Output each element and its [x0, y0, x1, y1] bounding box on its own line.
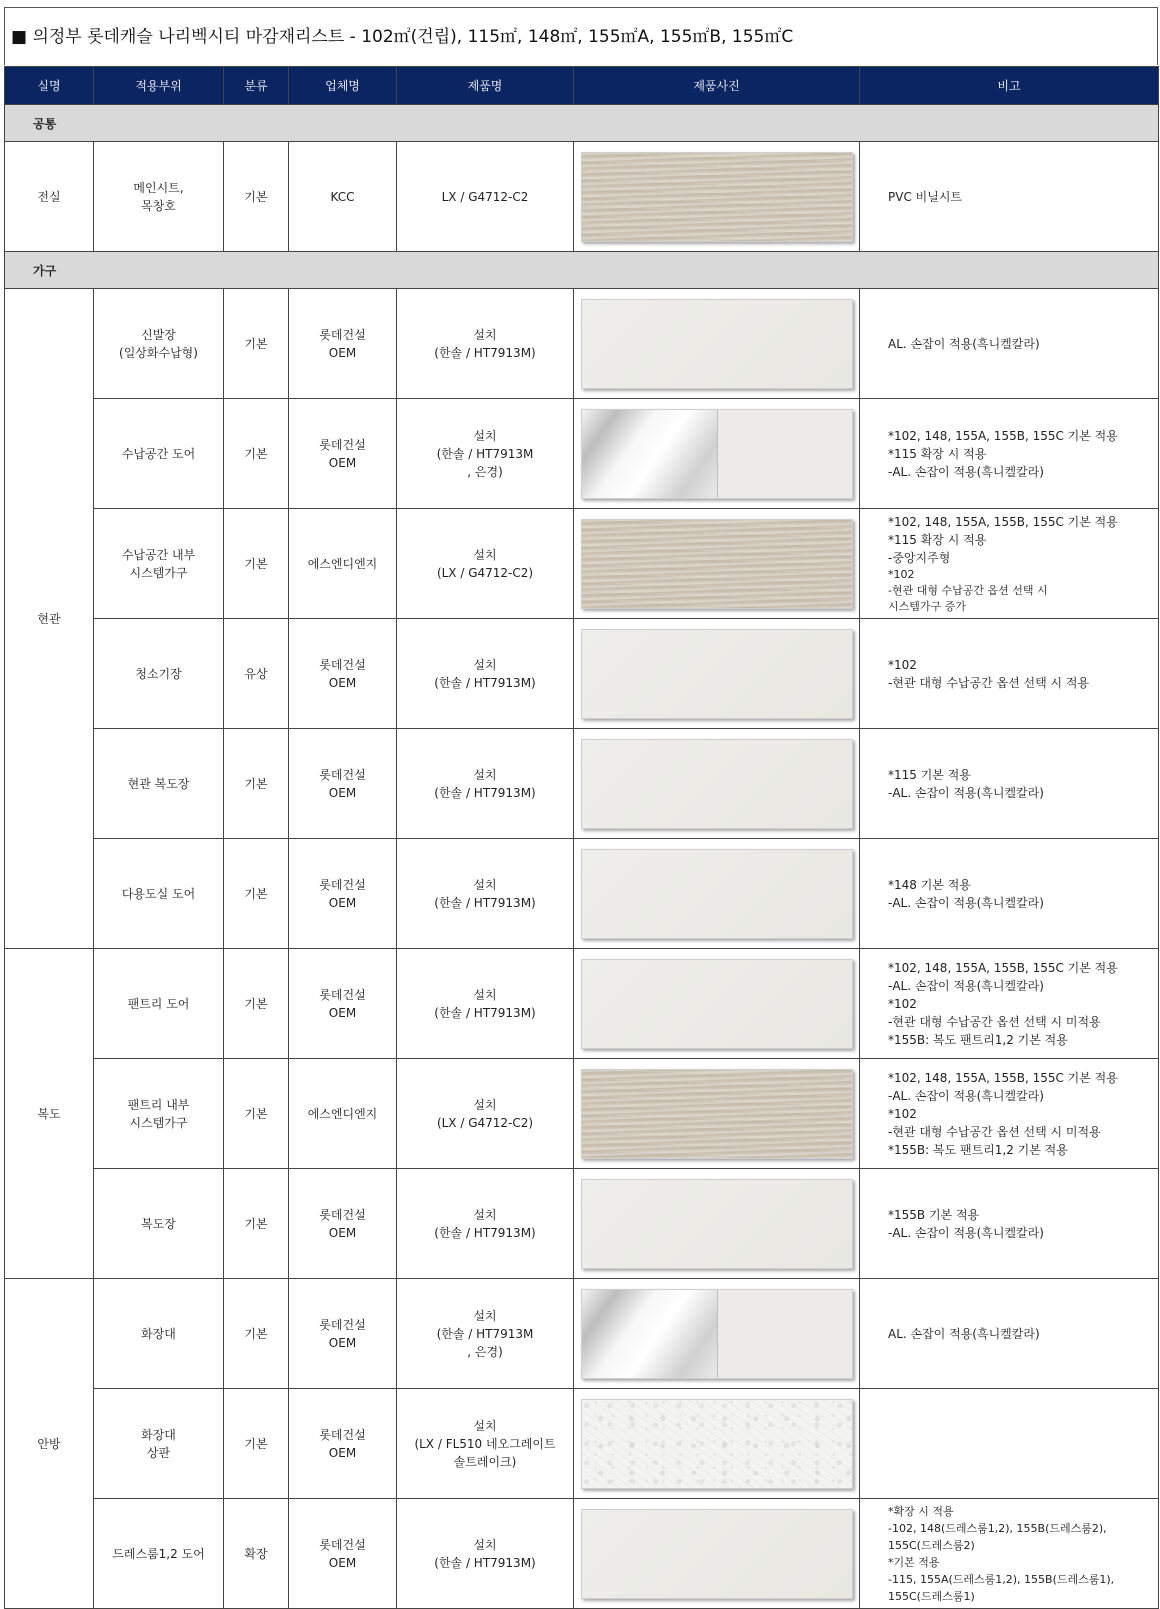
table-row [5, 1169, 1159, 1279]
class-cell: 기본 [224, 839, 289, 949]
class-cell: 기본 [224, 1059, 289, 1169]
class-cell: 기본 [224, 289, 289, 399]
vendor-cell: 에스엔디엔지 [289, 509, 397, 619]
part-cell: 수납공간 내부 시스템가구 [94, 509, 224, 619]
finish-material-table [4, 66, 1159, 1609]
note-cell [860, 1389, 1159, 1499]
product-cell: LX / G4712-C2 [397, 142, 574, 252]
vendor-cell: 롯데건설 OEM [289, 729, 397, 839]
part-cell: 팬트리 도어 [94, 949, 224, 1059]
header-product: 제품명 [397, 67, 574, 105]
header-vendor: 업체명 [289, 67, 397, 105]
product-cell: 설치 (한솔 / HT7913M) [397, 289, 574, 399]
mirror-panel-swatch [581, 1289, 853, 1379]
section-row-common [5, 105, 1159, 142]
photo-cell [574, 839, 860, 949]
photo-cell [574, 1389, 860, 1499]
section-row-furniture [5, 252, 1159, 289]
class-cell: 기본 [224, 1169, 289, 1279]
section-label: 가구 [5, 252, 1159, 289]
photo-cell [574, 1279, 860, 1389]
mirror-glass [582, 1290, 718, 1378]
vendor-cell: 롯데건설 OEM [289, 399, 397, 509]
product-cell: 설치 (한솔 / HT7913M) [397, 949, 574, 1059]
part-cell: 현관 복도장 [94, 729, 224, 839]
note-cell: *148 기본 적용 -AL. 손잡이 적용(흑니켈칼라) [860, 839, 1159, 949]
note-cell: PVC 비닐시트 [860, 142, 1159, 252]
class-cell: 기본 [224, 1389, 289, 1499]
marble-top-swatch [581, 1399, 853, 1489]
white-panel-swatch [581, 1179, 853, 1269]
note-cell: *102 -현관 대형 수납공간 옵션 선택 시 적용 [860, 619, 1159, 729]
note-cell: *102, 148, 155A, 155B, 155C 기본 적용 -AL. 손잡이 적용(흑니켈칼라) *102 -현관 대형 수납공간 옵션 선택 시 미적용 *155B: 복도 팬트리1,2 기본 적용 [860, 1059, 1159, 1169]
page-title: ■ 의정부 롯데캐슬 나리벡시티 마감재리스트 - 102㎡(건립), 115㎡, 148㎡, 155㎡A, 155㎡B, 155㎡C [4, 7, 1158, 65]
note-cell: *155B 기본 적용 -AL. 손잡이 적용(흑니켈칼라) [860, 1169, 1159, 1279]
table-row [5, 1279, 1159, 1389]
white-panel-swatch [581, 959, 853, 1049]
part-cell: 메인시트, 목창호 [94, 142, 224, 252]
product-cell: 설치 (한솔 / HT7913M , 은경) [397, 1279, 574, 1389]
wood-sheet-swatch [581, 1069, 853, 1159]
table-row [5, 619, 1159, 729]
room-cell: 안방 [5, 1279, 94, 1609]
product-cell: 설치 (한솔 / HT7913M) [397, 729, 574, 839]
vendor-cell: KCC [289, 142, 397, 252]
vendor-cell: 롯데건설 OEM [289, 619, 397, 729]
white-panel-swatch [581, 299, 853, 389]
note-subtext: *102 -현관 대형 수납공간 옵션 선택 시 시스템가구 증가 [888, 567, 1048, 613]
part-cell: 드레스룸1,2 도어 [94, 1499, 224, 1609]
part-cell: 팬트리 내부 시스템가구 [94, 1059, 224, 1169]
part-cell: 다용도실 도어 [94, 839, 224, 949]
photo-cell [574, 619, 860, 729]
photo-cell [574, 142, 860, 252]
white-panel-swatch [581, 629, 853, 719]
wood-sheet-swatch [581, 152, 853, 242]
table-row [5, 839, 1159, 949]
note-cell: *102, 148, 155A, 155B, 155C 기본 적용 -AL. 손잡이 적용(흑니켈칼라) *102 -현관 대형 수납공간 옵션 선택 시 미적용 *155B: 복도 팬트리1,2 기본 적용 [860, 949, 1159, 1059]
photo-cell [574, 509, 860, 619]
table-row [5, 1389, 1159, 1499]
table-row [5, 729, 1159, 839]
note-cell: AL. 손잡이 적용(흑니켈칼라) [860, 289, 1159, 399]
product-cell: 설치 (LX / FL510 네오그레이트 솔트레이크) [397, 1389, 574, 1499]
class-cell: 기본 [224, 399, 289, 509]
photo-cell [574, 1499, 860, 1609]
table-row [5, 142, 1159, 252]
vendor-cell: 롯데건설 OEM [289, 1169, 397, 1279]
section-label: 공통 [5, 105, 1159, 142]
note-cell: *102, 148, 155A, 155B, 155C 기본 적용 *115 확장 시 적용 -AL. 손잡이 적용(흑니켈칼라) [860, 399, 1159, 509]
header-note: 비고 [860, 67, 1159, 105]
photo-cell [574, 1059, 860, 1169]
part-cell: 수납공간 도어 [94, 399, 224, 509]
product-cell: 설치 (LX / G4712-C2) [397, 1059, 574, 1169]
photo-cell [574, 289, 860, 399]
note-text: *102, 148, 155A, 155B, 155C 기본 적용 *115 확장 시 적용 -중앙지주형 [888, 514, 1118, 565]
part-cell: 청소기장 [94, 619, 224, 729]
header-class: 분류 [224, 67, 289, 105]
class-cell: 기본 [224, 142, 289, 252]
room-cell: 현관 [5, 289, 94, 949]
note-cell: *확장 시 적용 -102, 148(드레스룸1,2), 155B(드레스룸2), 155C(드레스룸2) *기본 적용 -115, 155A(드레스룸1,2), 155B(드레스룸1), 155C(드레스룸1) [860, 1499, 1159, 1609]
note-cell: *115 기본 적용 -AL. 손잡이 적용(흑니켈칼라) [860, 729, 1159, 839]
class-cell: 기본 [224, 509, 289, 619]
vendor-cell: 롯데건설 OEM [289, 289, 397, 399]
photo-cell [574, 729, 860, 839]
wood-sheet-swatch [581, 519, 853, 609]
class-cell: 기본 [224, 1279, 289, 1389]
product-cell: 설치 (한솔 / HT7913M) [397, 619, 574, 729]
class-cell: 유상 [224, 619, 289, 729]
table-row [5, 399, 1159, 509]
vendor-cell: 롯데건설 OEM [289, 1279, 397, 1389]
product-cell: 설치 (한솔 / HT7913M , 은경) [397, 399, 574, 509]
table-header-row [5, 67, 1159, 105]
product-cell: 설치 (LX / G4712-C2) [397, 509, 574, 619]
vendor-cell: 에스엔디엔지 [289, 1059, 397, 1169]
header-photo: 제품사진 [574, 67, 860, 105]
photo-cell [574, 1169, 860, 1279]
part-cell: 신발장 (일상화수납형) [94, 289, 224, 399]
part-cell: 화장대 [94, 1279, 224, 1389]
white-panel-swatch [581, 849, 853, 939]
table-row [5, 289, 1159, 399]
white-panel-swatch [581, 739, 853, 829]
table-row [5, 1499, 1159, 1609]
white-panel-swatch [581, 1509, 853, 1599]
product-cell: 설치 (한솔 / HT7913M) [397, 1169, 574, 1279]
part-cell: 화장대 상판 [94, 1389, 224, 1499]
mirror-panel-swatch [581, 409, 853, 499]
product-cell: 설치 (한솔 / HT7913M) [397, 839, 574, 949]
header-part: 적용부위 [94, 67, 224, 105]
product-cell: 설치 (한솔 / HT7913M) [397, 1499, 574, 1609]
table-row [5, 1059, 1159, 1169]
note-cell: AL. 손잡이 적용(흑니켈칼라) [860, 1279, 1159, 1389]
room-cell: 복도 [5, 949, 94, 1279]
mirror-glass [582, 410, 718, 498]
photo-cell [574, 399, 860, 509]
note-cell [860, 509, 1159, 619]
class-cell: 기본 [224, 949, 289, 1059]
class-cell: 확장 [224, 1499, 289, 1609]
room-cell: 전실 [5, 142, 94, 252]
vendor-cell: 롯데건설 OEM [289, 1499, 397, 1609]
class-cell: 기본 [224, 729, 289, 839]
part-cell: 복도장 [94, 1169, 224, 1279]
table-row [5, 949, 1159, 1059]
table-row [5, 509, 1159, 619]
vendor-cell: 롯데건설 OEM [289, 839, 397, 949]
photo-cell [574, 949, 860, 1059]
header-room: 실명 [5, 67, 94, 105]
vendor-cell: 롯데건설 OEM [289, 1389, 397, 1499]
vendor-cell: 롯데건설 OEM [289, 949, 397, 1059]
